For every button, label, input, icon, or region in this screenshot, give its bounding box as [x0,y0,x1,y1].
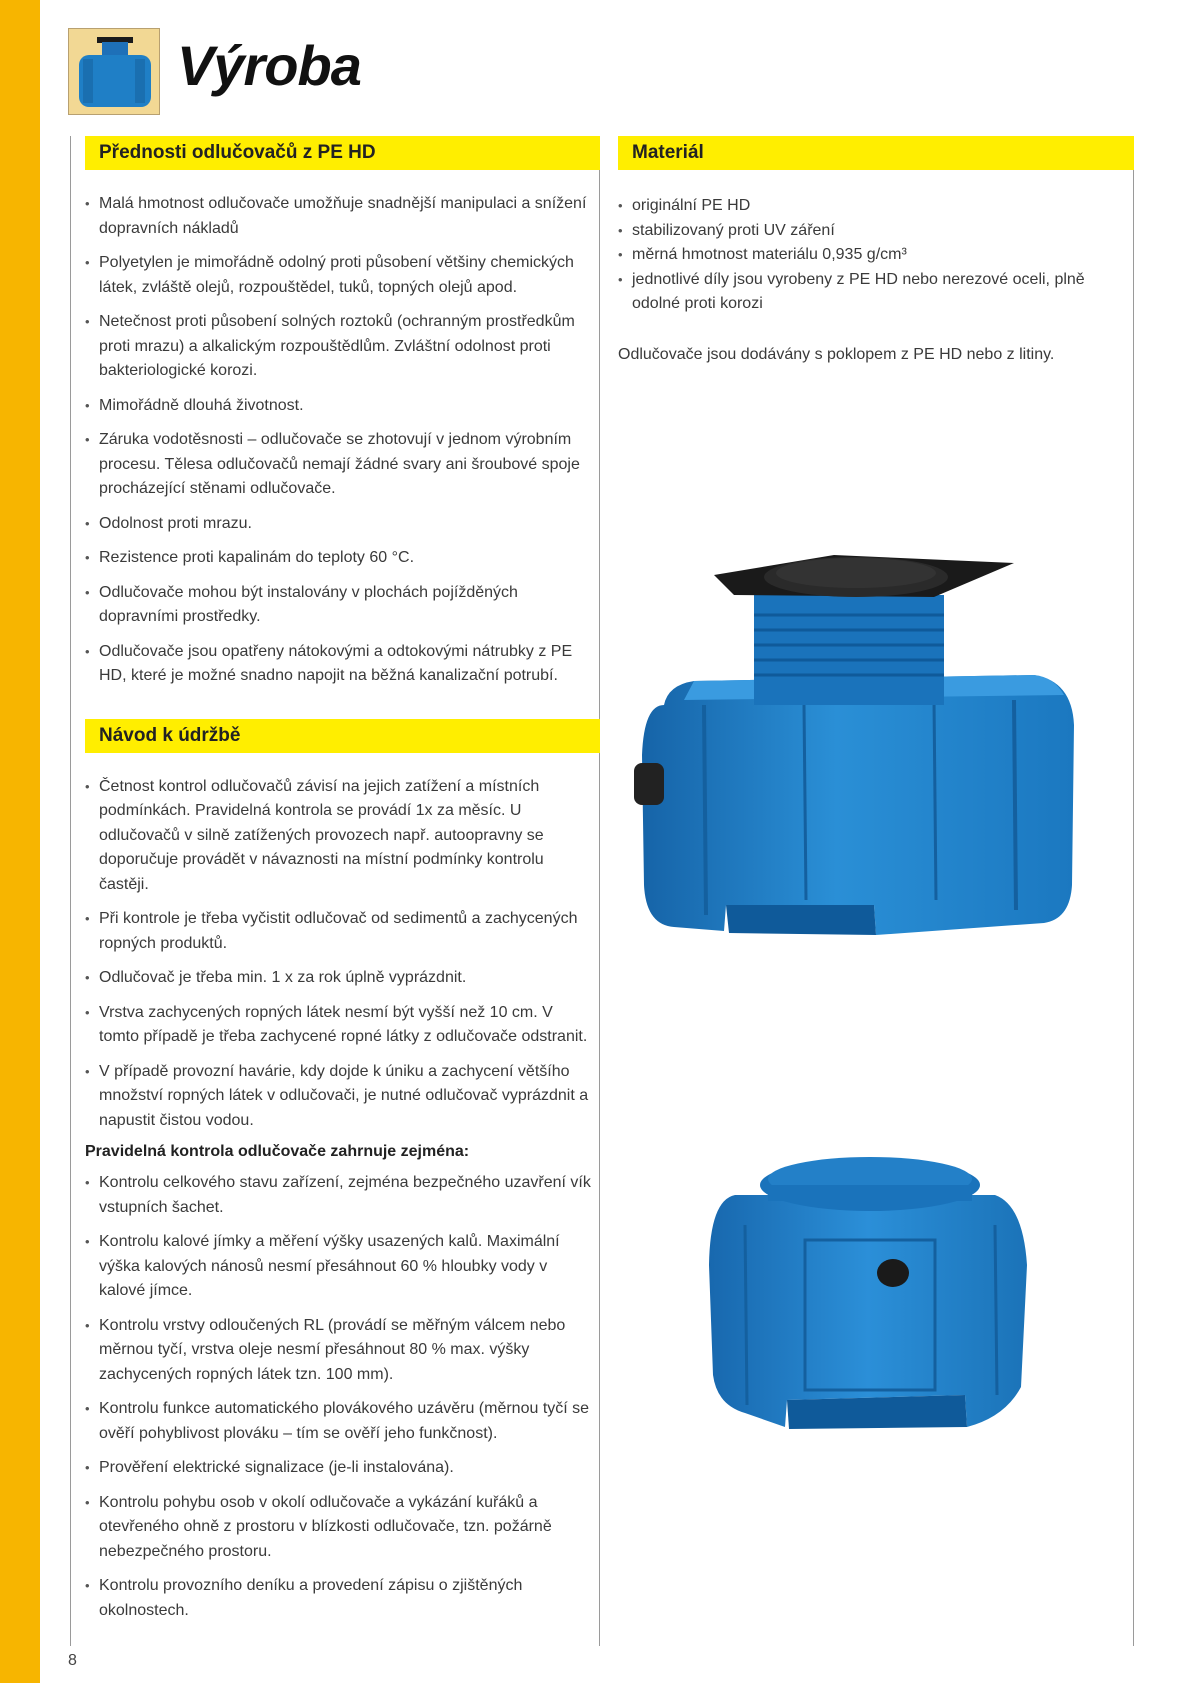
list-item: • Malá hmotnost odlučovače umožňuje snadnější manipulaci a snížení dopravních nákladů [85,192,593,241]
maintenance-heading: Návod k údržbě [85,719,600,753]
list-item: • Odolnost proti mrazu. [85,512,593,537]
separator-tank-image [705,1155,1045,1455]
list-item: • Četnost kontrol odlučovačů závisí na jejich zatížení a místních podmínkách. Pravidelná kontrola se provádí 1x za měsíc. U odlučovačů v silně zatížených provozech např. autoopravny se doporučuje provádět v návaznosti na místní podmínky kontrolu častěji. [85,775,593,898]
separator-tank-with-lid-image [634,555,1104,995]
page-title: Výroba [177,34,361,97]
list-item: • Vrstva zachycených ropných látek nesmí být vyšší než 10 cm. V tomto případě je třeba zachycené ropné látky z odlučovače odstranit. [85,1001,593,1050]
list-item: • V případě provozní havárie, kdy dojde k úniku a zachycení většího množství ropných látek v odlučovači, je nutné odlučovač vyprázdnit a napustit čistou vodou. [85,1060,593,1134]
list-item: • Kontrolu celkového stavu zařízení, zejména bezpečného uzavření vík vstupních šachet. [85,1171,593,1220]
page-number: 8 [68,1652,77,1669]
list-item: • Kontrolu vrstvy odloučených RL (provádí se měřným válcem nebo měrnou tyčí, vrstva oleje nesmí přesáhnout 80 % max. výšky zachycených ropných látek tzn. 100 mm). [85,1314,593,1388]
list-item: • jednotlivé díly jsou vyrobeny z PE HD nebo nerezové oceli, plně odolné proti korozi [618,268,1127,317]
list-item: • Záruka vodotěsnosti – odlučovače se zhotovují v jednom výrobním procesu. Tělesa odlučovačů nemají žádné svary ani šroubové spoje procházející stěnami odlučovače. [85,428,593,502]
material-list [618,194,1133,317]
list-item: • Kontrolu pohybu osob v okolí odlučovače a vykázání kuřáků a otevřeného ohně z prostoru v blízkosti odlučovače, tzn. požárně nebezpečného prostoru. [85,1491,593,1565]
list-item: • Při kontrole je třeba vyčistit odlučovač od sedimentů a zachycených ropných produktů. [85,907,593,956]
list-item: • Kontrolu kalové jímky a měření výšky usazených kalů. Maximální výška kalových nánosů nesmí přesáhnout 60 % hloubky vody v kalové jímce. [85,1230,593,1304]
list-item: • Prověření elektrické signalizace (je-li instalována). [85,1456,593,1481]
advantages-list [71,192,599,689]
checks-list [71,1171,599,1623]
list-item: • Odlučovače jsou opatřeny nátokovými a odtokovými nátrubky z PE HD, které je možné snadno napojit na běžná kanalizační potrubí. [85,640,593,689]
advantages-heading: Přednosti odlučovačů z PE HD [85,136,600,170]
list-item: • Mimořádně dlouhá životnost. [85,394,593,419]
checks-subheading: Pravidelná kontrola odlučovače zahrnuje zejména: [85,1143,470,1160]
left-column [70,136,600,1646]
list-item: • Netečnost proti působení solných roztoků (ochranným prostředkům proti mrazu) a alkalickým rozpouštědlům. Zvláštní odolnost proti bakteriologické korozi. [85,310,593,384]
list-item: • Odlučovače mohou být instalovány v plochách pojížděných dopravními prostředky. [85,581,593,630]
material-note: Odlučovače jsou dodávány s poklopem z PE HD nebo z litiny. [618,345,1055,363]
list-item: • Polyetylen je mimořádně odolný proti působení většiny chemických látek, zvláště olejů, rozpouštědel, tuků, topných olejů apod. [85,251,593,300]
list-item: • Kontrolu provozního deníku a provedení zápisu o zjištěných okolnostech. [85,1574,593,1623]
material-heading: Materiál [618,136,1134,170]
list-item: • Odlučovač je třeba min. 1 x za rok úplně vyprázdnit. [85,966,593,991]
list-item: • měrná hmotnost materiálu 0,935 g/cm³ [618,243,1127,268]
list-item: • Kontrolu funkce automatického plovákového uzávěru (měrnou tyčí se ověří pohyblivost plováku – tím se ověří jeho funkčnost). [85,1397,593,1446]
header-thumbnail-image [68,28,160,115]
list-item: • Rezistence proti kapalinám do teploty 60 °C. [85,546,593,571]
accent-side-bar [0,0,40,1683]
list-item: • stabilizovaný proti UV záření [618,219,1127,244]
list-item: • originální PE HD [618,194,1127,219]
maintenance-list [71,775,599,1134]
